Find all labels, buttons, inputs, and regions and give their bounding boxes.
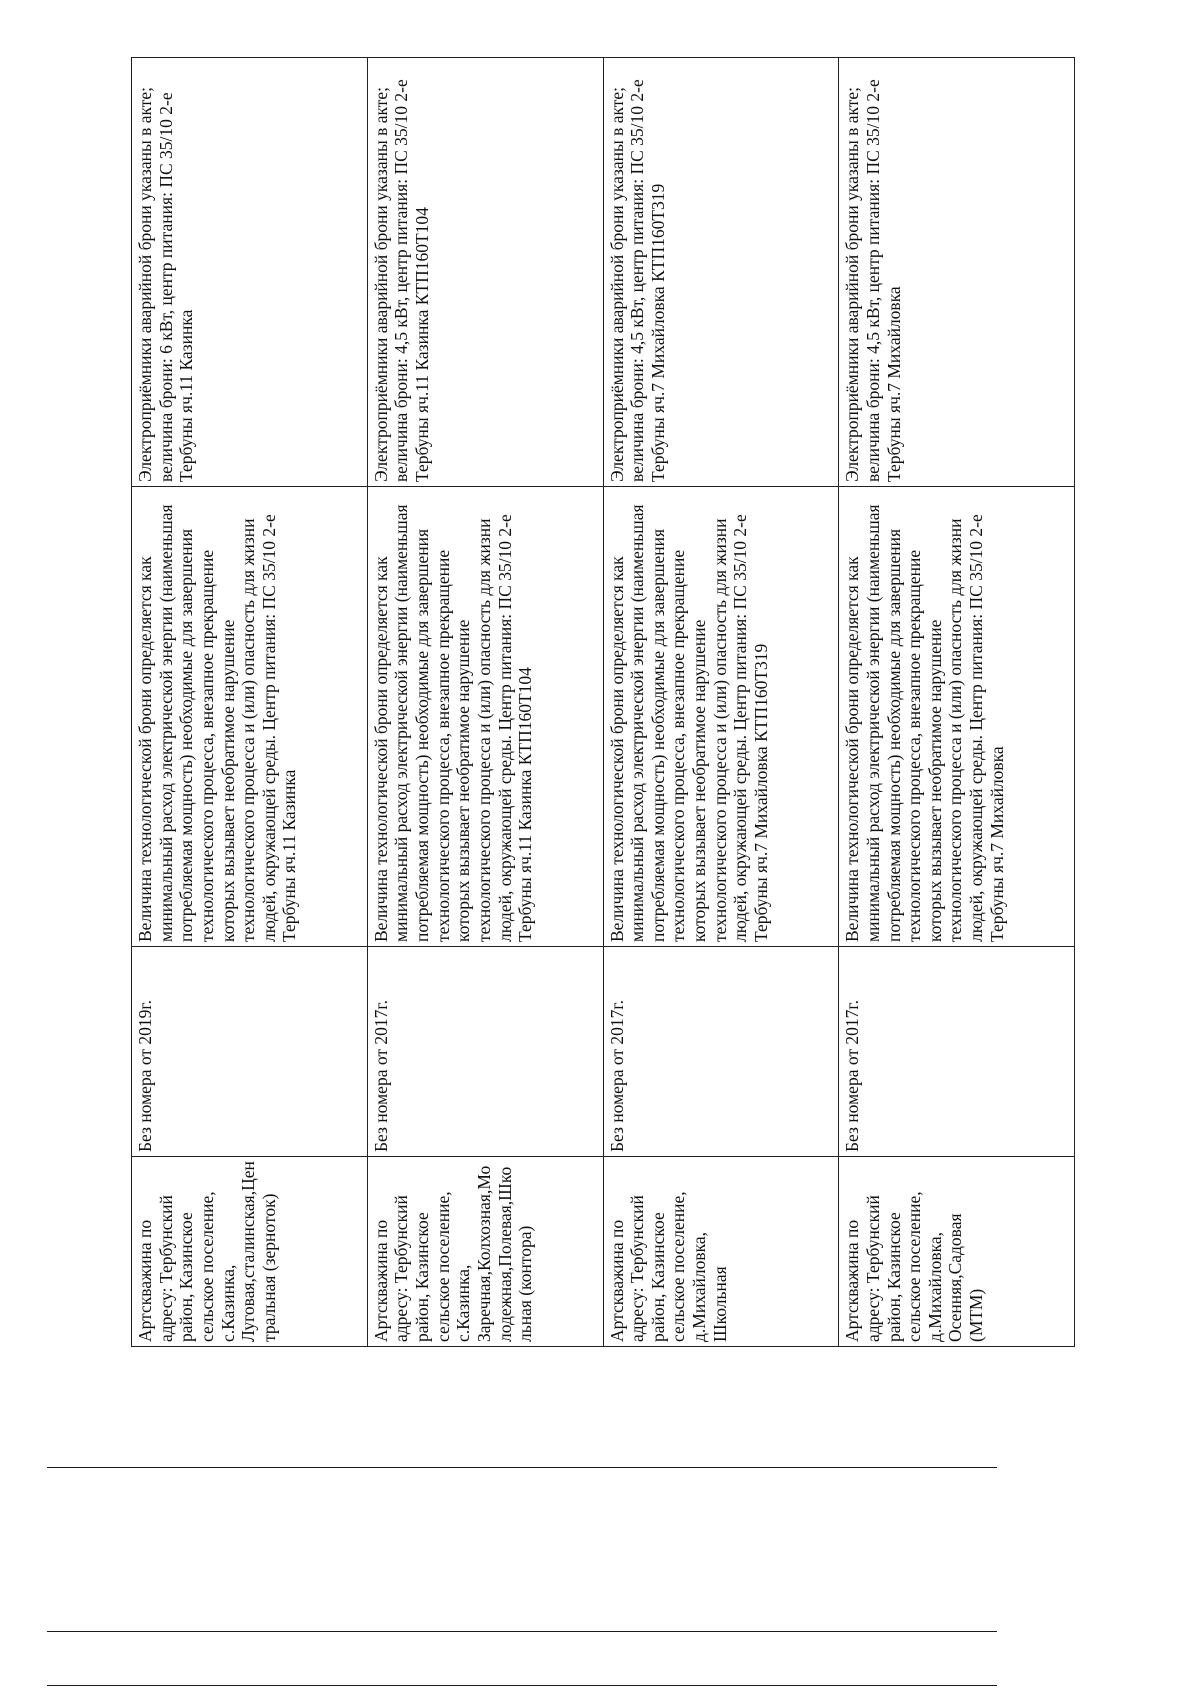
document-cell: Без номера от 2017г. — [603, 947, 839, 1157]
document-cell: Без номера от 2019г. — [132, 947, 368, 1157]
document-cell: Без номера от 2017г. — [367, 947, 603, 1157]
avar-bron-cell: Электроприёмники аварийной брони указаны в акте; величина брони: 4,5 кВт, центр питания: ПС 35/10 2-е Тербуны яч.11 Казинка КТП160Т104 — [367, 58, 603, 487]
tech-bron-cell: Величина технологической брони определяется как минимальный расход электрической энергии (наименьшая потребляемая мощность) необходимые для завершения технологического процесса, внезапное прекращение которых вызывает необратимое нарушение технологического процесса и (или) опасность для жизни людей, окружающей среды. Центр питания: ПС 35/10 2-е Тербуны яч.11 Казинка КТП160Т104 — [367, 487, 603, 947]
signature-line — [47, 1467, 997, 1468]
tech-bron-cell: Величина технологической брони определяется как минимальный расход электрической энергии (наименьшая потребляемая мощность) необходимые для завершения технологического процесса, внезапное прекращение которых вызывает необратимое нарушение технологического процесса и (или) опасность для жизни людей, окружающей среды. Центр питания: ПС 35/10 2-е Тербуны яч.7 Михайловка — [839, 487, 1075, 947]
reservation-table — [131, 57, 1075, 1347]
table-row — [839, 58, 1075, 1347]
address-cell: Артскважина по адресу: Тербунский район, Казинское сельское поселение, с.Казинка, Луговая,сталинская,Центральная (зерноток) — [132, 1157, 368, 1347]
address-cell: Артскважина по адресу: Тербунский район, Казинское сельское поселение, д.Михайловка, Школьная — [603, 1157, 839, 1347]
avar-bron-cell: Электроприёмники аварийной брони указаны в акте; величина брони: 6 кВт, центр питания: ПС 35/10 2-е Тербуны яч.11 Казинка — [132, 58, 368, 487]
rotated-table-frame — [131, 57, 1075, 1347]
avar-bron-cell: Электроприёмники аварийной брони указаны в акте; величина брони: 4,5 кВт, центр питания: ПС 35/10 2-е Тербуны яч.7 Михайловка КТП160Т319 — [603, 58, 839, 487]
signature-line — [47, 1631, 997, 1632]
table-row — [132, 58, 368, 1347]
table-row — [603, 58, 839, 1347]
avar-bron-cell: Электроприёмники аварийной брони указаны в акте; величина брони: 4,5 кВт, центр питания: ПС 35/10 2-е Тербуны яч.7 Михайловка — [839, 58, 1075, 487]
address-cell: Артскважина по адресу: Тербунский район, Казинское сельское поселение, д.Михайловка, Осенняя,Садовая (МТМ) — [839, 1157, 1075, 1347]
table-row — [367, 58, 603, 1347]
tech-bron-cell: Величина технологической брони определяется как минимальный расход электрической энергии (наименьшая потребляемая мощность) необходимые для завершения технологического процесса, внезапное прекращение которых вызывает необратимое нарушение технологического процесса и (или) опасность для жизни людей, окружающей среды. Центр питания: ПС 35/10 2-е Тербуны яч.11 Казинка — [132, 487, 368, 947]
tech-bron-cell: Величина технологической брони определяется как минимальный расход электрической энергии (наименьшая потребляемая мощность) необходимые для завершения технологического процесса, внезапное прекращение которых вызывает необратимое нарушение технологического процесса и (или) опасность для жизни людей, окружающей среды. Центр питания: ПС 35/10 2-е Тербуны яч.7 Михайловка КТП160Т319 — [603, 487, 839, 947]
address-cell: Артскважина по адресу: Тербунский район, Казинское сельское поселение, с.Казинка, Заречная,Колхозная,Молодежная,Полевая,Школьная (контора) — [367, 1157, 603, 1347]
document-cell: Без номера от 2017г. — [839, 947, 1075, 1157]
signature-line — [47, 1685, 997, 1686]
